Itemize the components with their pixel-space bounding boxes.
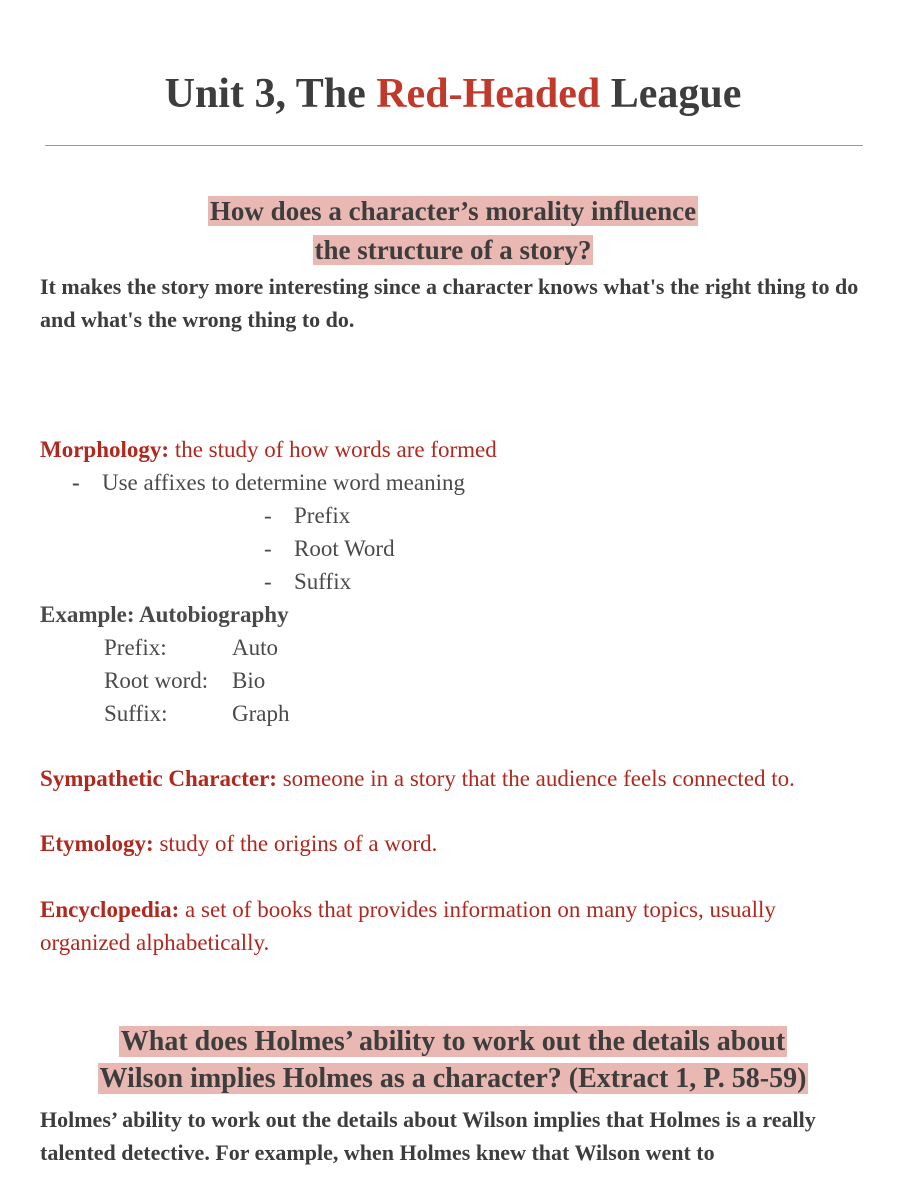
sub-item-root-word [264,532,395,565]
morphology-bullet [72,466,465,499]
sub-item-label: Suffix [294,569,352,594]
example-row-label: Root word: [104,668,209,693]
morphology-term: Morphology: [40,437,170,462]
example-row-label: Suffix: [104,701,168,726]
morphology-definition [40,433,497,466]
question-1-line-2: the structure of a story? [314,235,592,265]
title-prefix: Unit 3, The [164,71,377,117]
definition-etymology [40,827,870,860]
definition-text: a set of books that provides information on many topics, usually organized alphabetically. [40,897,776,955]
question-1-line-1: How does a character’s morality influence [209,196,697,226]
document-title [0,68,906,120]
example-row-value: Graph [232,701,290,726]
sub-item-label: Root Word [294,536,395,561]
answer-2: Holmes’ ability to work out the details about Wilson implies that Holmes is a really talented detective. For example, when Holmes knew that Wilson went to [40,1107,816,1165]
sub-item-marker: - [264,569,272,594]
bullet-marker: - [72,470,80,495]
question-1 [0,192,906,270]
title-divider [45,145,863,146]
title-suffix: League [600,71,742,117]
example-row-label: Prefix: [104,635,167,660]
question-2 [0,1023,906,1097]
sub-item-suffix [264,565,351,598]
definition-encyclopedia [40,893,870,959]
question-2-line-1: What does Holmes’ ability to work out the details about [120,1026,786,1057]
definition-sympathetic-character [40,762,870,795]
definition-term: Encyclopedia: [40,897,180,922]
example-row-value: Bio [232,668,266,693]
definition-text: someone in a story that the audience feels connected to. [276,766,795,791]
question-2-line-2: Wilson implies Holmes as a character? (Extract 1, P. 58-59) [99,1063,807,1094]
morphology-text: the study of how words are formed [169,437,497,462]
example-row-value: Auto [232,635,278,660]
definition-term: Sympathetic Character: [40,766,277,791]
title-accent: Red-Headed [376,71,601,117]
morphology-bullet-text: Use affixes to determine word meaning [102,470,465,495]
sub-item-label: Prefix [294,503,351,528]
sub-item-marker: - [264,503,272,528]
example-row-prefix [104,631,278,664]
example-row-suffix [104,697,289,730]
definition-text: study of the origins of a word. [153,831,438,856]
example-row-root-word [104,664,265,697]
definition-term: Etymology: [40,831,154,856]
sub-item-prefix [264,499,350,532]
sub-item-marker: - [264,536,272,561]
example-heading: Example: Autobiography [40,602,289,627]
answer-1: It makes the story more interesting since a character knows what's the right thing to do and what's the wrong thing to do. [40,274,859,332]
